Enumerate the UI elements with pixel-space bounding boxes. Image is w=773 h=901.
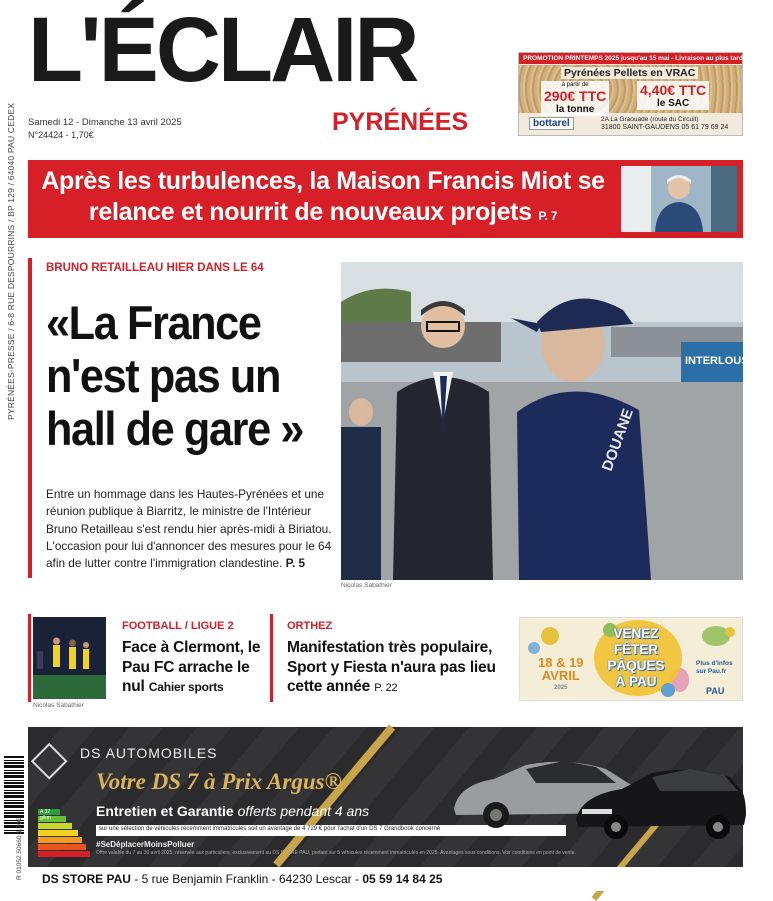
lede-page-ref: P. 5 [285, 556, 306, 571]
easter-year: 2025 [554, 685, 568, 691]
football-page-ref: Cahier sports [148, 680, 224, 694]
offer-price-tonne: 290€ TTC [544, 88, 607, 104]
easter-line-1: VENEZ [613, 626, 659, 641]
banner-photo [621, 166, 737, 232]
offer-tonne [541, 81, 609, 116]
truck-text: INTERLOUSA [685, 355, 757, 367]
retailleau-photo-illustration [341, 262, 757, 580]
easter-line-3: PÂQUES [607, 658, 665, 673]
football-photo-illustration [33, 617, 106, 699]
promo-bar: PROMOTION PRINTEMPS 2025 jusqu'au 15 mai - Livraison au plus tard le 10/6/25 [519, 53, 742, 64]
energy-label [38, 809, 90, 858]
ds7-cars-illustration [446, 739, 746, 839]
ds-offer-bold: Entretien et Garantie [96, 803, 234, 819]
offer-unit-sac: le SAC [656, 98, 690, 109]
banner-page-ref: P. 7 [538, 209, 558, 223]
newspaper-logo[interactable]: L'ÉCLAIR [28, 0, 417, 101]
ds-store-line [42, 872, 442, 886]
ds-automobiles-ad[interactable] [28, 727, 743, 867]
energy-class-c [38, 823, 72, 829]
ds-hashtag: #SeDéplacerMoinsPolluer [96, 840, 195, 849]
headline-line-1: «La France [46, 296, 261, 349]
orthez-page-ref: P. 22 [374, 682, 398, 694]
energy-class-d [38, 830, 78, 836]
top-banner-story[interactable] [28, 160, 743, 238]
ds-offer [96, 803, 369, 819]
energy-class-a [38, 809, 60, 821]
energy-class: A [40, 809, 44, 815]
energy-value: 32 g/km [40, 809, 51, 821]
edition-name: PYRÉNÉES [332, 108, 469, 136]
ds-brand: DS AUTOMOBILES [80, 745, 218, 761]
offer-unit-tonne: la tonne [555, 104, 595, 115]
easter-dates [538, 656, 584, 695]
ds-store-name: DS STORE PAU [42, 872, 131, 886]
ad-address [601, 116, 728, 133]
easter-info: Plus d'infos sur Pau.fr [696, 660, 733, 676]
ds-store-footer [28, 867, 743, 891]
ds-store-address: - 5 rue Benjamin Franklin - 64230 Lescar - [130, 872, 363, 886]
ds-slogan: Votre DS 7 à Prix Argus® [96, 769, 342, 794]
ad-title: Pyrénées Pellets en VRAC [561, 67, 698, 79]
orthez-kicker: ORTHEZ [287, 620, 333, 632]
masthead [28, 0, 498, 114]
easter-date-days: 18 & 19 [538, 655, 584, 670]
ds-legal-text: Offre valable du 7 au 30 avril 2025, réservée aux particuliers, exclusivement au DS STORE PAU, portant sur 5 véhicules récemment immatriculés en 2025. Avantages sous conditions. Voir conditions en point de vente. [96, 850, 576, 856]
easter-line-4: À PAU [615, 674, 657, 689]
energy-class-e [38, 837, 82, 843]
easter-date-month: AVRIL [541, 668, 580, 683]
easter-line-2: FÊTER [613, 642, 659, 657]
headline-line-2: n'est pas un [46, 349, 280, 402]
publisher-address: PYRÉNÉES-PRESSE / 6-8 RUE DESPOURRINS / BP 129 / 64040 PAU CEDEX [6, 102, 16, 420]
issue-date: Samedi 12 - Dimanche 13 avril 2025 [28, 117, 182, 128]
offer-price-sac: 4,40€ TTC [640, 82, 707, 98]
issue-number-price: N°24424 - 1,70€ [28, 130, 94, 140]
main-story-photo[interactable] [341, 262, 757, 580]
bottarel-logo: bottarel [529, 117, 574, 130]
ds-offer-italic: offerts pendant 4 ans [237, 803, 370, 819]
orthez-accent [270, 614, 273, 702]
easter-main-text [596, 626, 676, 690]
football-accent [28, 614, 31, 702]
main-story-accent [28, 258, 32, 578]
banner-headline [28, 166, 618, 232]
main-photo-credit: Nicolas Sabathier [341, 582, 392, 589]
orthez-headline-text: Manifestation très populaire, Sport y Fiesta n'aura pas lieu cette année [287, 639, 496, 695]
football-photo-credit: Nicolas Sabathier [33, 702, 84, 709]
barcode-number: R 01052 50660 1,70€ [16, 817, 23, 880]
portrait-illustration [621, 166, 737, 232]
football-kicker: FOOTBALL / LIGUE 2 [122, 620, 234, 632]
orthez-headline[interactable] [287, 638, 507, 699]
football-headline[interactable] [122, 638, 262, 698]
banner-headline-text: Après les turbulences, la Maison Francis Miot se relance et nourrit de nouveaux projets [41, 167, 605, 226]
pau-easter-ad[interactable] [519, 617, 743, 701]
main-story-kicker: BRUNO RETAILLEAU HIER DANS LE 64 [46, 262, 264, 274]
pau-logo: PAU [706, 686, 725, 696]
pellets-ad[interactable] [518, 52, 773, 136]
ad-address-line2: 31800 SAINT-GAUDENS 05 61 79 69 24 [601, 124, 729, 132]
offer-sac [637, 81, 709, 110]
offer-prefix: à partir de [561, 82, 589, 88]
football-photo[interactable] [33, 617, 106, 699]
ad-address-line1: 2A La Graouade (route du Circuit) [601, 116, 699, 123]
headline-line-3: hall de gare » [46, 402, 304, 455]
energy-class-f [38, 844, 86, 850]
ds-store-phone[interactable]: 05 59 14 84 25 [362, 872, 443, 886]
main-story-headline[interactable] [46, 296, 322, 455]
energy-class-g [38, 851, 90, 857]
ds-fine-print: sur une sélection de véhicules récemment immatriculés soit un avantage de 4 729 € pour l'achat d'un DS 7 Grandbook concerné [96, 825, 566, 836]
football-headline-text: Face à Clermont, le Pau FC arrache le nul [122, 639, 261, 695]
lede-text: Entre un hommage dans les Hautes-Pyrénées et une réunion publique à Biarritz, le ministre de l'Intérieur Bruno Retailleau s'est rendu hier après-midi à Biriatou. L'occasion pour lui d'annoncer des mesures pour le 64 afin de lutter contre l'immigration clandestine. [46, 487, 332, 571]
uniform-text: DOUANE [598, 406, 637, 474]
main-story-lede [46, 486, 342, 572]
